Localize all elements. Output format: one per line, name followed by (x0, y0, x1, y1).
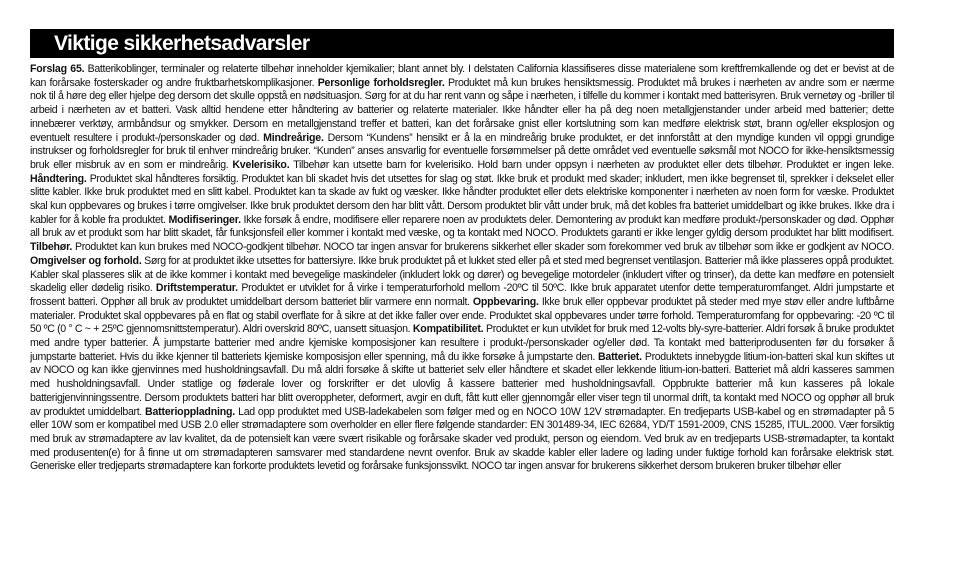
heading-battery-charging: Batterioppladning. (145, 405, 236, 418)
section-header-bar (30, 29, 894, 58)
heading-compatibility: Kompatibilitet. (412, 323, 484, 336)
warnings-body-text (30, 63, 894, 563)
text-operating-temperature: Produktet er utviklet for å virke i temperaturforhold mellom -20ºC til 50ºC. Ikke bruk apparatet utenfor dette temperaturomfanget. Aldri jumpstarte et frossent batteri. Opphør all bruk av produktet umiddelbart dersom batteriet blir varmere enn normalt. (30, 282, 894, 308)
text-personal-precautions: Produktet må kun brukes hensiktsmessig. Produktet må brukes i nærheten av andre som er nærme nok til å høre deg eller hjelpe deg dersom det skulle oppstå en nødsituasjon. Sørg for at du har rent vann og såpe i nærheten, i tilfelle du kommer i kontakt med batterisyren. Bruk vernetøy og -briller til arbeid i nærheten av et batteri. Vask alltid hendene etter håndtering av batterier og relaterte materialer. Ikke håndter eller ha på deg noen metallgjenstander under arbeid med batterier; dette innebærer verktøy, armbåndsur og smykker. Dersom en metallgjenstand treffer et batteri, kan det forårsake gnist eller kortslutning som kan medføre elektrisk støt, brann og/eller eksplosjon og eventuelt resultere i produkt-/personskader og død. (30, 76, 894, 144)
heading-prop65: Forslag 65. (30, 63, 85, 75)
heading-modifications: Modifiseringer. (168, 213, 241, 226)
heading-operating-temperature: Driftstemperatur. (155, 282, 238, 295)
heading-storage: Oppbevaring. (472, 295, 539, 308)
heading-handling: Håndtering. (30, 172, 87, 185)
text-storage: Ikke bruk eller oppbevar produktet på steder med mye støv eller andre luftbårne materialer. Produktet skal oppbevares på en flat og stabil overflate for å sikre at det ikke faller over ende. Produktet skal oppbevares under tørre forhold. Temperaturomfang for oppbevaring: -20 ºC til 50 ºC (0 ° C ~ + 25ºC gjennomsnittstemperatur). Aldri overskrid 80ºC, uansett situasjon. (30, 295, 894, 336)
text-battery: Produktets innebygde litium-ion-batteri skal kun skiftes ut av NOCO og kan ikke gjenvinnes med husholdningsavfall. Du må aldri forsøke å skifte ut batteriet selv eller håndtere et skadet eller lekkende litium-ion-batteri. Batteriet må aldri kasseres sammen med husholdningsavfall. Under statlige og føderale lover og forskrifter er det ulovlig å kassere batterier med husholdningsavfall. Oppbrukte batterier må kun kasseres på lokale batterigjenvinningssentre. Dersom produktets batteri har blitt overoppheter, deformert, avgir en duft, fått kutt eller gjennomgår eller viser tegn til unormal drift, ta kontakt med NOCO og opphør all bruk av produktet umiddelbart. (30, 350, 894, 418)
text-minors: Dersom “Kundens” hensikt er å la en mindreårig bruke produktet, er det innforstått at den myndige kunden vil oppgi grundige instrukser og forholdsregler for bruk til enhver mindreårig bruker. “Kunden” anses ansvarlig for eventuelle forsømmelser på dette området ved eventuelle søksmål mot NOCO for ikke-hensiktsmessig bruk eller misbruk av en som er mindreårig. (30, 131, 894, 171)
text-prop65: Batterikoblinger, terminaler og relaterte tilbehør inneholder kjemikalier; blant annet bly. I delstaten California klassifiseres disse materialene som kreftfremkallende og det er bevist at de kan forårsake fosterskader og andre fruktbarhetskomplikasjoner. (30, 63, 894, 89)
heading-accessories: Tilbehør. (30, 241, 73, 254)
heading-battery: Batteriet. (597, 350, 642, 363)
text-modifications: Ikke forsøk å endre, modifisere eller reparere noen av produktets deler. Demontering av produkt kan medføre produkt-/personskader og død. Opphør all bruk av et produkt som har blitt skadet, får funksjonsfeil eller kommer i kontakt med væske, og ta kontakt med NOCO. Produktets garanti er ikke lenger gyldig dersom produktet har blitt modifisert. (30, 213, 894, 240)
heading-choking-hazard: Kvelerisiko. (232, 158, 290, 171)
page-title: Viktige sikkerhetsadvarsler (54, 32, 310, 55)
text-accessories: Produktet kan kun brukes med NOCO-godkjent tilbehør. NOCO tar ingen ansvar for brukerens sikkerhet eller skader som forekommer ved bruk av tilbehør som ikke er godkjent av NOCO. (72, 241, 894, 254)
text-choking-hazard: Tilbehør kan utsette barn for kvelerisiko. Hold barn under oppsyn i nærheten av produktet eller dets tilbehør. Produktet er ingen leke. (289, 158, 894, 171)
heading-environment: Omgivelser og forhold. (30, 254, 142, 267)
text-handling: Produktet skal håndteres forsiktig. Produktet kan bli skadet hvis det utsettes for slag og støt. Ikke bruk et produkt med skader; inkludert, men ikke begrenset til, sprekker i dekselet eller slitte kabler. Ikke bruk produktet med en slitt kabel. Produktet kan ta skade av fukt og væsker. Ikke håndter produktet eller dets elektriske komponenter i nærheten av noen form for væske. Produktet skal kun oppbevares og brukes i tørre omgivelser. Ikke bruk produktet dersom den har blitt vått. Dersom produktet blir vått under bruk, må det kobles fra batteriet umiddelbart og ikke brukes. Ikke dra i kabler for å koble fra produktet. (30, 172, 894, 226)
text-environment: Sørg for at produktet ikke utsettes for battersiyre. Ikke bruk produktet på et lukket sted eller på et sted med begrenset ventilasjon. Batterier må ikke plasseres oppå produktet. Kabler skal plasseres slik at de ikke kommer i kontakt med bevegelige maskindeler (inkludert lokk og dører) og bevegelige motordeler (inkludert vifter og trinser), da dette kan medføre en potensielt skadelig eller dødelig risiko. (30, 254, 894, 295)
heading-minors: Mindreårige. (263, 131, 324, 144)
text-compatibility: Produktet er kun utviklet for bruk med 12-volts bly-syre-batterier. Aldri forsøk å bruke produktet med andre typer batterier. Å jumpstarte batterier med andre kjemiske komposisjoner kan resultere i produkt-/personskader og/eller død. Ta kontakt med batteriprodusenten før du forsøker å jumpstarte batteriet. Hvis du ikke kjenner til batteriets kjemiske komposisjon eller spenning, må du ikke forsøke å jumpstarte den. (30, 323, 894, 363)
heading-personal-precautions: Personlige forholdsregler. (317, 76, 445, 89)
text-battery-charging: Lad opp produktet med USB-ladekabelen som følger med og en NOCO 10W 12V strømadapter. En tredjeparts USB-kabel og en strømadapter på 5 eller 10W som er kompatibel med USB 2.0 eller strømadaptere som overholder en eller flere følgende standarder: EN 301489-34, IEC 62684, YD/T 1591-2009, CNS 15285, ITUL.2000. Vær forsiktig med bruk av strømadaptere av lav kvalitet, da de potensielt kan være svært risikable og forårsake skader ved produkt, person og eiendom. Ved bruk av en tredjeparts USB-strømadapter, ta kontakt med produsenten(e) for å finne ut om strømadapteren samsvarer med standardene nevnt ovenfor. Bruk av skadde kabler eller ladere og lading under fuktige forhold kan forårsake elektrisk støt. Generiske eller tredjeparts strømadaptere kan forkorte produktets levetid og forårsake funksjonssvikt. NOCO tar ingen ansvar for brukerens sikkerhet dersom brukeren bruker tilbehør eller (30, 405, 894, 473)
